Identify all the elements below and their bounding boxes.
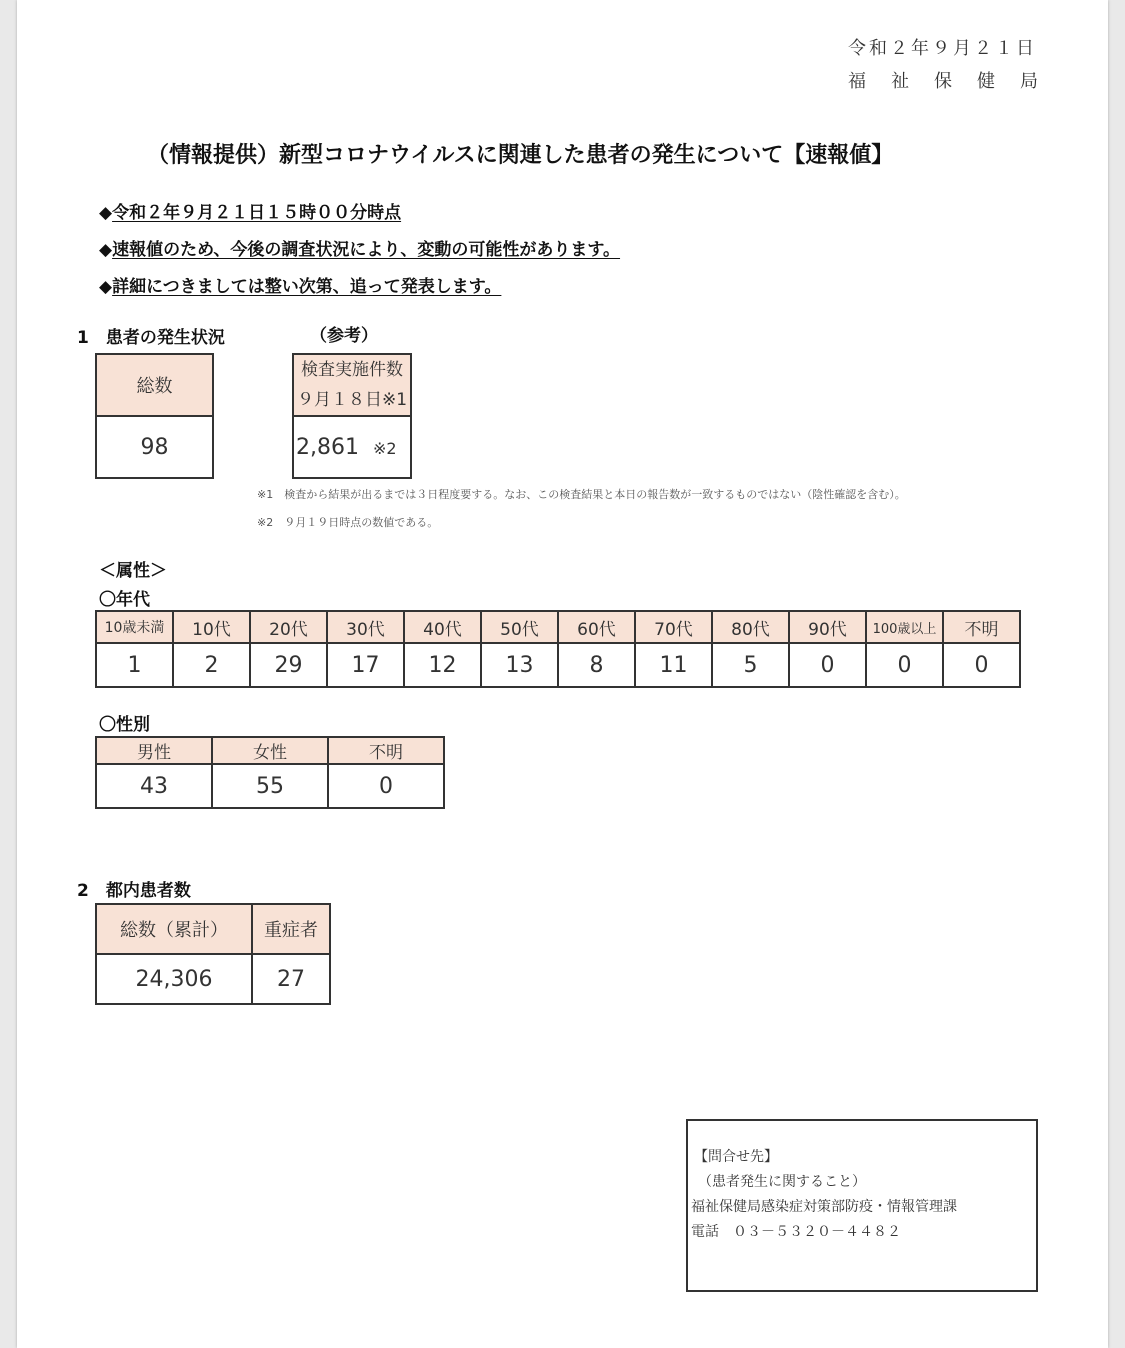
age-table (95, 610, 1021, 688)
footnote-1: ※1 検査から結果が出るまでは３日程度要する。なお、この検査結果と本日の報告数が一致するものではない（陰性確認を含む）。 (257, 488, 906, 501)
patients-header-severe: 重症者 (252, 904, 330, 954)
age-header: 40代 (404, 611, 481, 643)
sex-header: 不明 (328, 737, 444, 764)
sex-header: 男性 (96, 737, 212, 764)
age-value: 12 (404, 643, 481, 687)
document-title: （情報提供）新型コロナウイルスに関連した患者の発生について【速報値】 (147, 143, 894, 168)
age-value: 13 (481, 643, 558, 687)
section1-heading: 1 患者の発生状況 (77, 328, 225, 348)
sex-value: 43 (96, 764, 212, 808)
tests-note-mark: ※2 (372, 438, 397, 458)
sex-header: 女性 (212, 737, 328, 764)
sex-heading: 〇性別 (99, 715, 150, 735)
bullet-mark: ◆ (99, 203, 113, 223)
age-header: 30代 (327, 611, 404, 643)
issue-date: 令和２年９月２１日 (848, 38, 1037, 59)
bullet-details (99, 272, 501, 297)
age-header: 10代 (173, 611, 250, 643)
total-value: 98 (96, 416, 213, 478)
office-char: 祉 (891, 71, 909, 92)
age-header: 100歳以上 (866, 611, 943, 643)
patients-total-value: 24,306 (96, 954, 252, 1004)
sex-table (95, 736, 445, 809)
age-header: 50代 (481, 611, 558, 643)
sex-value-row (96, 764, 444, 808)
patients-table (95, 903, 331, 1005)
age-value: 8 (558, 643, 635, 687)
contact-department: 福祉保健局感染症対策部防疫・情報管理課 (691, 1199, 957, 1215)
office-char: 局 (1020, 71, 1038, 92)
footnote-2: ※2 ９月１９日時点の数値である。 (257, 516, 439, 529)
sex-value: 0 (328, 764, 444, 808)
office-char: 保 (934, 71, 952, 92)
sex-header-row (96, 737, 444, 764)
tests-label (293, 354, 411, 416)
document-page (17, 0, 1108, 1348)
issuing-office (848, 67, 1063, 93)
bullet-text: 令和２年９月２１日１５時００分時点 (112, 203, 402, 223)
age-header: 10歳未満 (96, 611, 173, 643)
tests-value: 2,861 (296, 434, 359, 460)
total-table (95, 353, 214, 479)
age-value: 0 (866, 643, 943, 687)
bullet-time (99, 198, 401, 223)
contact-box (686, 1119, 1038, 1292)
age-header-row (96, 611, 1020, 643)
bullet-provisional (99, 235, 620, 260)
age-header: 60代 (558, 611, 635, 643)
sex-value: 55 (212, 764, 328, 808)
age-value: 5 (712, 643, 789, 687)
age-value: 2 (173, 643, 250, 687)
patients-header-row (96, 904, 330, 954)
attributes-heading: ＜属性＞ (99, 561, 167, 581)
tests-label-line1: 検査実施件数 (301, 360, 403, 380)
bullet-text: 詳細につきましては整い次第、追って発表します。 (112, 277, 502, 297)
total-label: 総数 (96, 354, 213, 416)
age-value-row (96, 643, 1020, 687)
age-value: 0 (943, 643, 1020, 687)
age-value: 17 (327, 643, 404, 687)
patients-value-row (96, 954, 330, 1004)
bullet-mark: ◆ (99, 277, 113, 297)
age-header: 90代 (789, 611, 866, 643)
patients-header-total: 総数（累計） (96, 904, 252, 954)
age-value: 1 (96, 643, 173, 687)
bullet-mark: ◆ (99, 240, 113, 260)
age-header: 20代 (250, 611, 327, 643)
tests-value-cell (293, 416, 411, 478)
reference-heading: （参考） (310, 326, 378, 346)
bullet-text: 速報値のため、今後の調査状況により、変動の可能性があります。 (112, 240, 621, 260)
age-header: 80代 (712, 611, 789, 643)
age-value: 0 (789, 643, 866, 687)
age-header: 不明 (943, 611, 1020, 643)
contact-heading: 【問合せ先】 (694, 1149, 778, 1165)
tests-label-line2: ９月１８日※1 (296, 390, 408, 410)
section2-heading: 2 都内患者数 (77, 881, 191, 901)
age-heading: 〇年代 (99, 590, 150, 610)
contact-phone: 電話 ０３－５３２０－４４８２ (691, 1224, 901, 1240)
age-header: 70代 (635, 611, 712, 643)
age-value: 29 (250, 643, 327, 687)
office-char: 福 (848, 71, 866, 92)
patients-severe-value: 27 (252, 954, 330, 1004)
tests-table (292, 353, 412, 479)
office-char: 健 (977, 71, 995, 92)
age-value: 11 (635, 643, 712, 687)
contact-subject: （患者発生に関すること） (698, 1174, 866, 1190)
